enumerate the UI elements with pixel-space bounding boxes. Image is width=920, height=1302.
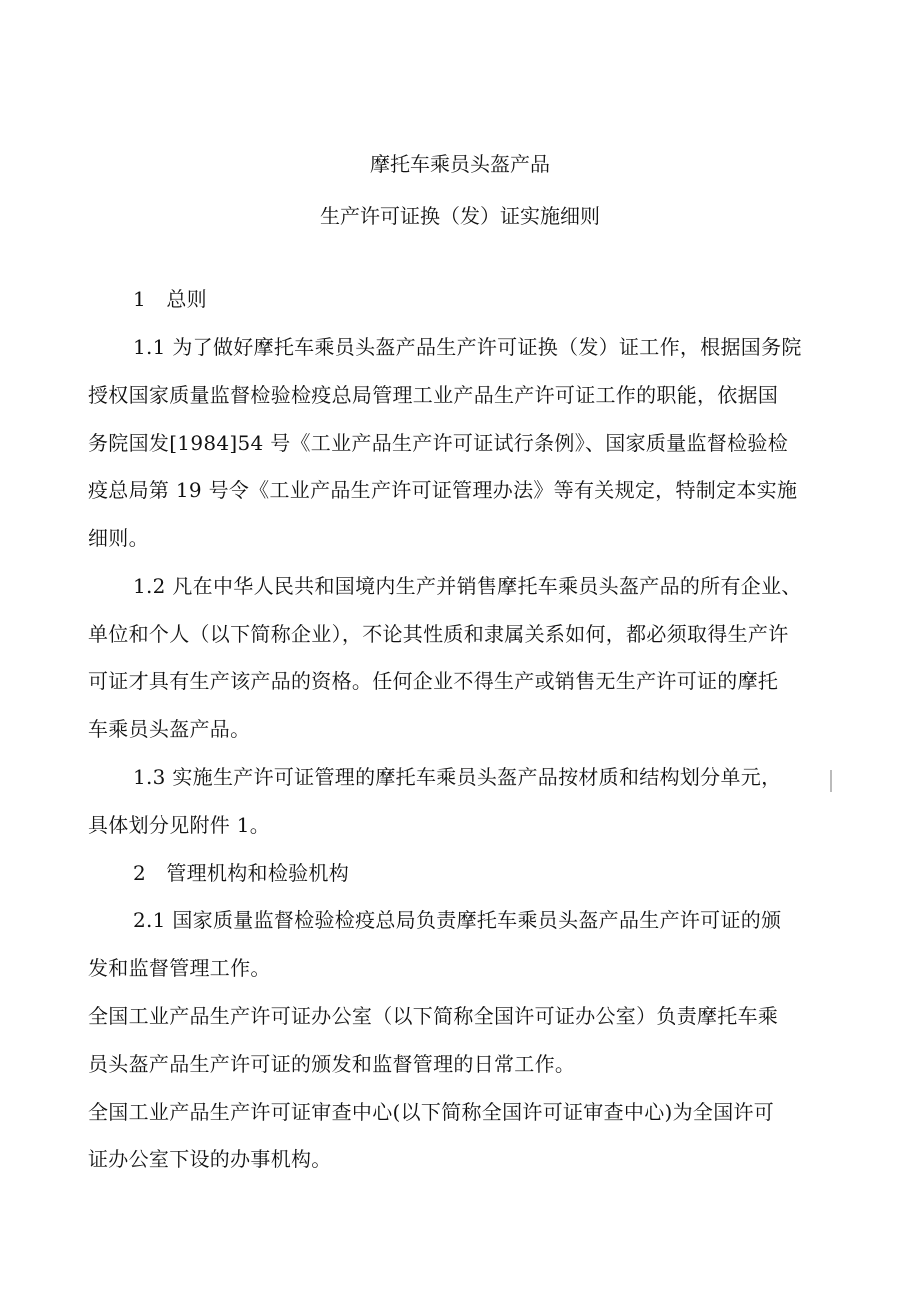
paragraph-line: 证办公室下设的办事机构。 bbox=[88, 1147, 332, 1171]
edge-mark bbox=[830, 770, 832, 792]
paragraph-line: 1.1 为了做好摩托车乘员头盔产品生产许可证换（发）证工作，根据国务院 bbox=[133, 335, 802, 359]
paragraph-line: 疫总局第 19 号令《工业产品生产许可证管理办法》等有关规定，特制定本实施 bbox=[88, 478, 798, 502]
document-subtitle: 生产许可证换（发）证实施细则 bbox=[320, 204, 600, 228]
paragraph-line: 1.2 凡在中华人民共和国境内生产并销售摩托车乘员头盔产品的所有企业、 bbox=[133, 574, 802, 598]
paragraph-line: 车乘员头盔产品。 bbox=[88, 717, 251, 741]
section-heading: 1 总则 bbox=[133, 287, 207, 311]
paragraph-line: 具体划分见附件 1。 bbox=[88, 813, 271, 837]
paragraph-line: 发和监督管理工作。 bbox=[88, 956, 271, 980]
paragraph-line: 全国工业产品生产许可证审查中心(以下简称全国许可证审查中心)为全国许可 bbox=[88, 1100, 775, 1124]
paragraph-line: 全国工业产品生产许可证办公室（以下简称全国许可证办公室）负责摩托车乘 bbox=[88, 1004, 779, 1028]
paragraph-line: 务院国发[1984]54 号《工业产品生产许可证试行条例》、国家质量监督检验检 bbox=[88, 431, 789, 455]
section-heading: 2 管理机构和检验机构 bbox=[133, 861, 350, 885]
paragraph-line: 可证才具有生产该产品的资格。任何企业不得生产或销售无生产许可证的摩托 bbox=[88, 669, 779, 693]
document-title: 摩托车乘员头盔产品 bbox=[370, 152, 550, 176]
paragraph-line: 2.1 国家质量监督检验检疫总局负责摩托车乘员头盔产品生产许可证的颁 bbox=[133, 908, 782, 932]
paragraph-line: 员头盔产品生产许可证的颁发和监督管理的日常工作。 bbox=[88, 1052, 576, 1076]
paragraph-line: 授权国家质量监督检验检疫总局管理工业产品生产许可证工作的职能，依据国 bbox=[88, 383, 779, 407]
paragraph-line: 1.3 实施生产许可证管理的摩托车乘员头盔产品按材质和结构划分单元， bbox=[133, 765, 782, 789]
paragraph-line: 单位和个人（以下简称企业），不论其性质和隶属关系如何，都必须取得生产许 bbox=[88, 622, 789, 646]
paragraph-line: 细则。 bbox=[88, 526, 149, 550]
